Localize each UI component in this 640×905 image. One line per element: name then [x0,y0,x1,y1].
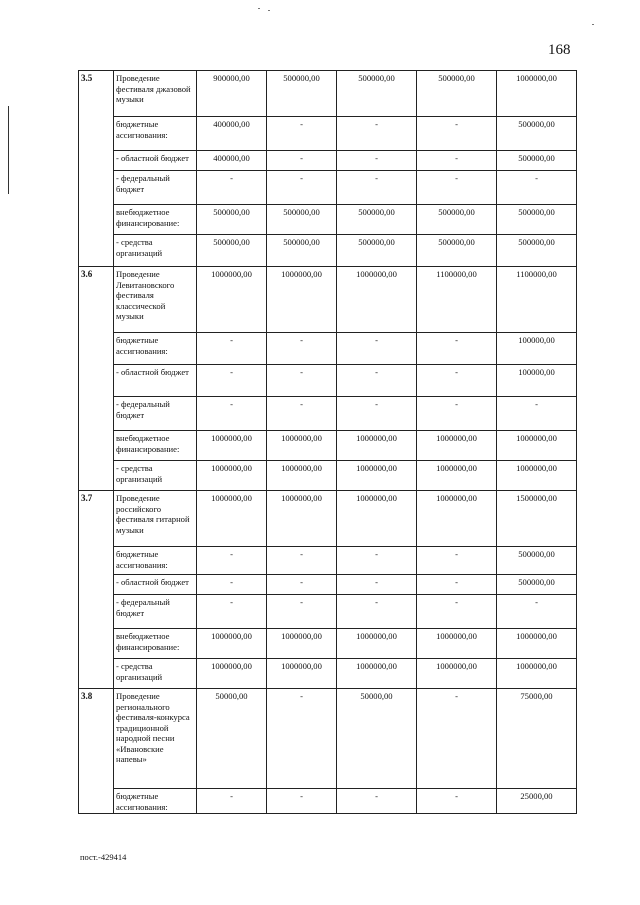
section-number: 3.6 [79,267,114,491]
amount-cell: 500000,00 [197,205,267,235]
table-row [79,397,577,431]
amount-cell: 1000000,00 [267,491,337,547]
row-label: Проведение фестиваля джазовой музыки [114,71,197,117]
amount-cell: - [197,789,267,814]
amount-cell: - [337,789,417,814]
amount-cell: 50000,00 [337,689,417,789]
amount-cell: - [267,151,337,171]
table-row [79,789,577,814]
row-label: - областной бюджет [114,575,197,595]
row-label: - областной бюджет [114,151,197,171]
amount-cell: 1000000,00 [267,461,337,491]
amount-cell: 1000000,00 [417,491,497,547]
footer-code: пост.-429414 [80,852,127,862]
table-row [79,171,577,205]
amount-cell: 25000,00 [497,789,577,814]
amount-cell: - [197,595,267,629]
table-row [79,431,577,461]
amount-cell: - [417,365,497,397]
amount-cell: - [197,397,267,431]
amount-cell: - [337,117,417,151]
section-number: 3.5 [79,71,114,267]
amount-cell: 1000000,00 [337,659,417,689]
amount-cell: 500000,00 [267,71,337,117]
row-label: Проведение регионального фестиваля-конкурса традиционной народной песни «Ивановские напевы» [114,689,197,789]
amount-cell: - [417,595,497,629]
amount-cell: 500000,00 [497,205,577,235]
row-label: бюджетные ассигнования: [114,547,197,575]
amount-cell: 1000000,00 [417,659,497,689]
scan-speck [258,8,260,9]
amount-cell: 500000,00 [497,117,577,151]
amount-cell: - [417,575,497,595]
section-number: 3.7 [79,491,114,689]
amount-cell: 50000,00 [197,689,267,789]
amount-cell: 400000,00 [197,151,267,171]
amount-cell: - [337,547,417,575]
row-label: Проведение Левитановского фестиваля классической музыки [114,267,197,333]
table-row [79,71,577,117]
amount-cell: 1000000,00 [337,491,417,547]
amount-cell: 500000,00 [337,205,417,235]
table-row [79,659,577,689]
amount-cell: 500000,00 [337,71,417,117]
table-body [79,71,577,814]
amount-cell: - [267,575,337,595]
amount-cell: - [417,689,497,789]
amount-cell: 1000000,00 [337,629,417,659]
amount-cell: 1000000,00 [197,629,267,659]
amount-cell: 500000,00 [497,151,577,171]
amount-cell: 1000000,00 [417,629,497,659]
amount-cell: 1000000,00 [497,629,577,659]
table-row [79,595,577,629]
scan-speck [268,10,270,11]
amount-cell: - [337,595,417,629]
table-row [79,689,577,789]
table-row [79,575,577,595]
row-label: - областной бюджет [114,365,197,397]
amount-cell: - [417,397,497,431]
row-label: - средства организаций [114,461,197,491]
budget-table [78,70,577,814]
amount-cell: 1000000,00 [337,461,417,491]
amount-cell: 1000000,00 [417,431,497,461]
amount-cell: - [417,151,497,171]
amount-cell: - [417,333,497,365]
amount-cell: - [337,151,417,171]
table-row [79,365,577,397]
table-row [79,235,577,267]
table-row [79,117,577,151]
table-row [79,547,577,575]
amount-cell: 1000000,00 [497,461,577,491]
amount-cell: 400000,00 [197,117,267,151]
amount-cell: 500000,00 [267,235,337,267]
amount-cell: 1100000,00 [497,267,577,333]
amount-cell: - [197,547,267,575]
table-row [79,491,577,547]
row-label: Проведение российского фестиваля гитарной музыки [114,491,197,547]
amount-cell: - [497,595,577,629]
amount-cell: - [497,397,577,431]
table-row [79,205,577,235]
amount-cell: - [197,333,267,365]
amount-cell: 500000,00 [417,205,497,235]
scan-speck [592,24,594,25]
table-row [79,629,577,659]
amount-cell: - [267,397,337,431]
amount-cell: - [197,365,267,397]
amount-cell: 1000000,00 [337,267,417,333]
margin-line [8,106,9,194]
amount-cell: 500000,00 [267,205,337,235]
amount-cell: 1000000,00 [497,431,577,461]
amount-cell: - [497,171,577,205]
amount-cell: - [417,547,497,575]
amount-cell: 500000,00 [497,547,577,575]
amount-cell: 100000,00 [497,333,577,365]
amount-cell: - [197,171,267,205]
amount-cell: 500000,00 [497,575,577,595]
row-label: внебюджетное финансирование: [114,431,197,461]
amount-cell: 1000000,00 [197,491,267,547]
amount-cell: 1000000,00 [267,267,337,333]
amount-cell: 1000000,00 [497,71,577,117]
row-label: бюджетные ассигнования: [114,333,197,365]
amount-cell: - [267,333,337,365]
amount-cell: 1000000,00 [267,659,337,689]
amount-cell: 75000,00 [497,689,577,789]
amount-cell: - [417,789,497,814]
amount-cell: 1000000,00 [417,461,497,491]
amount-cell: - [197,575,267,595]
amount-cell: - [267,117,337,151]
amount-cell: 1000000,00 [197,431,267,461]
row-label: внебюджетное финансирование: [114,205,197,235]
table-row [79,267,577,333]
amount-cell: 1000000,00 [497,659,577,689]
amount-cell: - [337,575,417,595]
amount-cell: 900000,00 [197,71,267,117]
amount-cell: 1000000,00 [197,659,267,689]
amount-cell: - [267,689,337,789]
amount-cell: 1000000,00 [267,431,337,461]
amount-cell: 500000,00 [337,235,417,267]
amount-cell: 500000,00 [417,235,497,267]
amount-cell: - [267,595,337,629]
page-number: 168 [548,42,571,58]
amount-cell: - [267,789,337,814]
row-label: - федеральный бюджет [114,171,197,205]
amount-cell: 100000,00 [497,365,577,397]
table-row [79,151,577,171]
row-label: - федеральный бюджет [114,595,197,629]
amount-cell: - [417,171,497,205]
section-number: 3.8 [79,689,114,814]
amount-cell: - [267,547,337,575]
amount-cell: 500000,00 [197,235,267,267]
amount-cell: 1500000,00 [497,491,577,547]
amount-cell: 500000,00 [497,235,577,267]
amount-cell: 1100000,00 [417,267,497,333]
row-label: бюджетные ассигнования: [114,117,197,151]
row-label: - средства организаций [114,235,197,267]
amount-cell: - [337,171,417,205]
amount-cell: - [267,365,337,397]
table-row [79,461,577,491]
row-label: бюджетные ассигнования: [114,789,197,814]
amount-cell: - [267,171,337,205]
row-label: внебюджетное финансирование: [114,629,197,659]
amount-cell: 1000000,00 [197,267,267,333]
amount-cell: - [337,333,417,365]
amount-cell: 500000,00 [417,71,497,117]
amount-cell: - [417,117,497,151]
amount-cell: 1000000,00 [197,461,267,491]
amount-cell: 1000000,00 [337,431,417,461]
amount-cell: 1000000,00 [267,629,337,659]
row-label: - федеральный бюджет [114,397,197,431]
row-label: - средства организаций [114,659,197,689]
table-row [79,333,577,365]
amount-cell: - [337,397,417,431]
amount-cell: - [337,365,417,397]
